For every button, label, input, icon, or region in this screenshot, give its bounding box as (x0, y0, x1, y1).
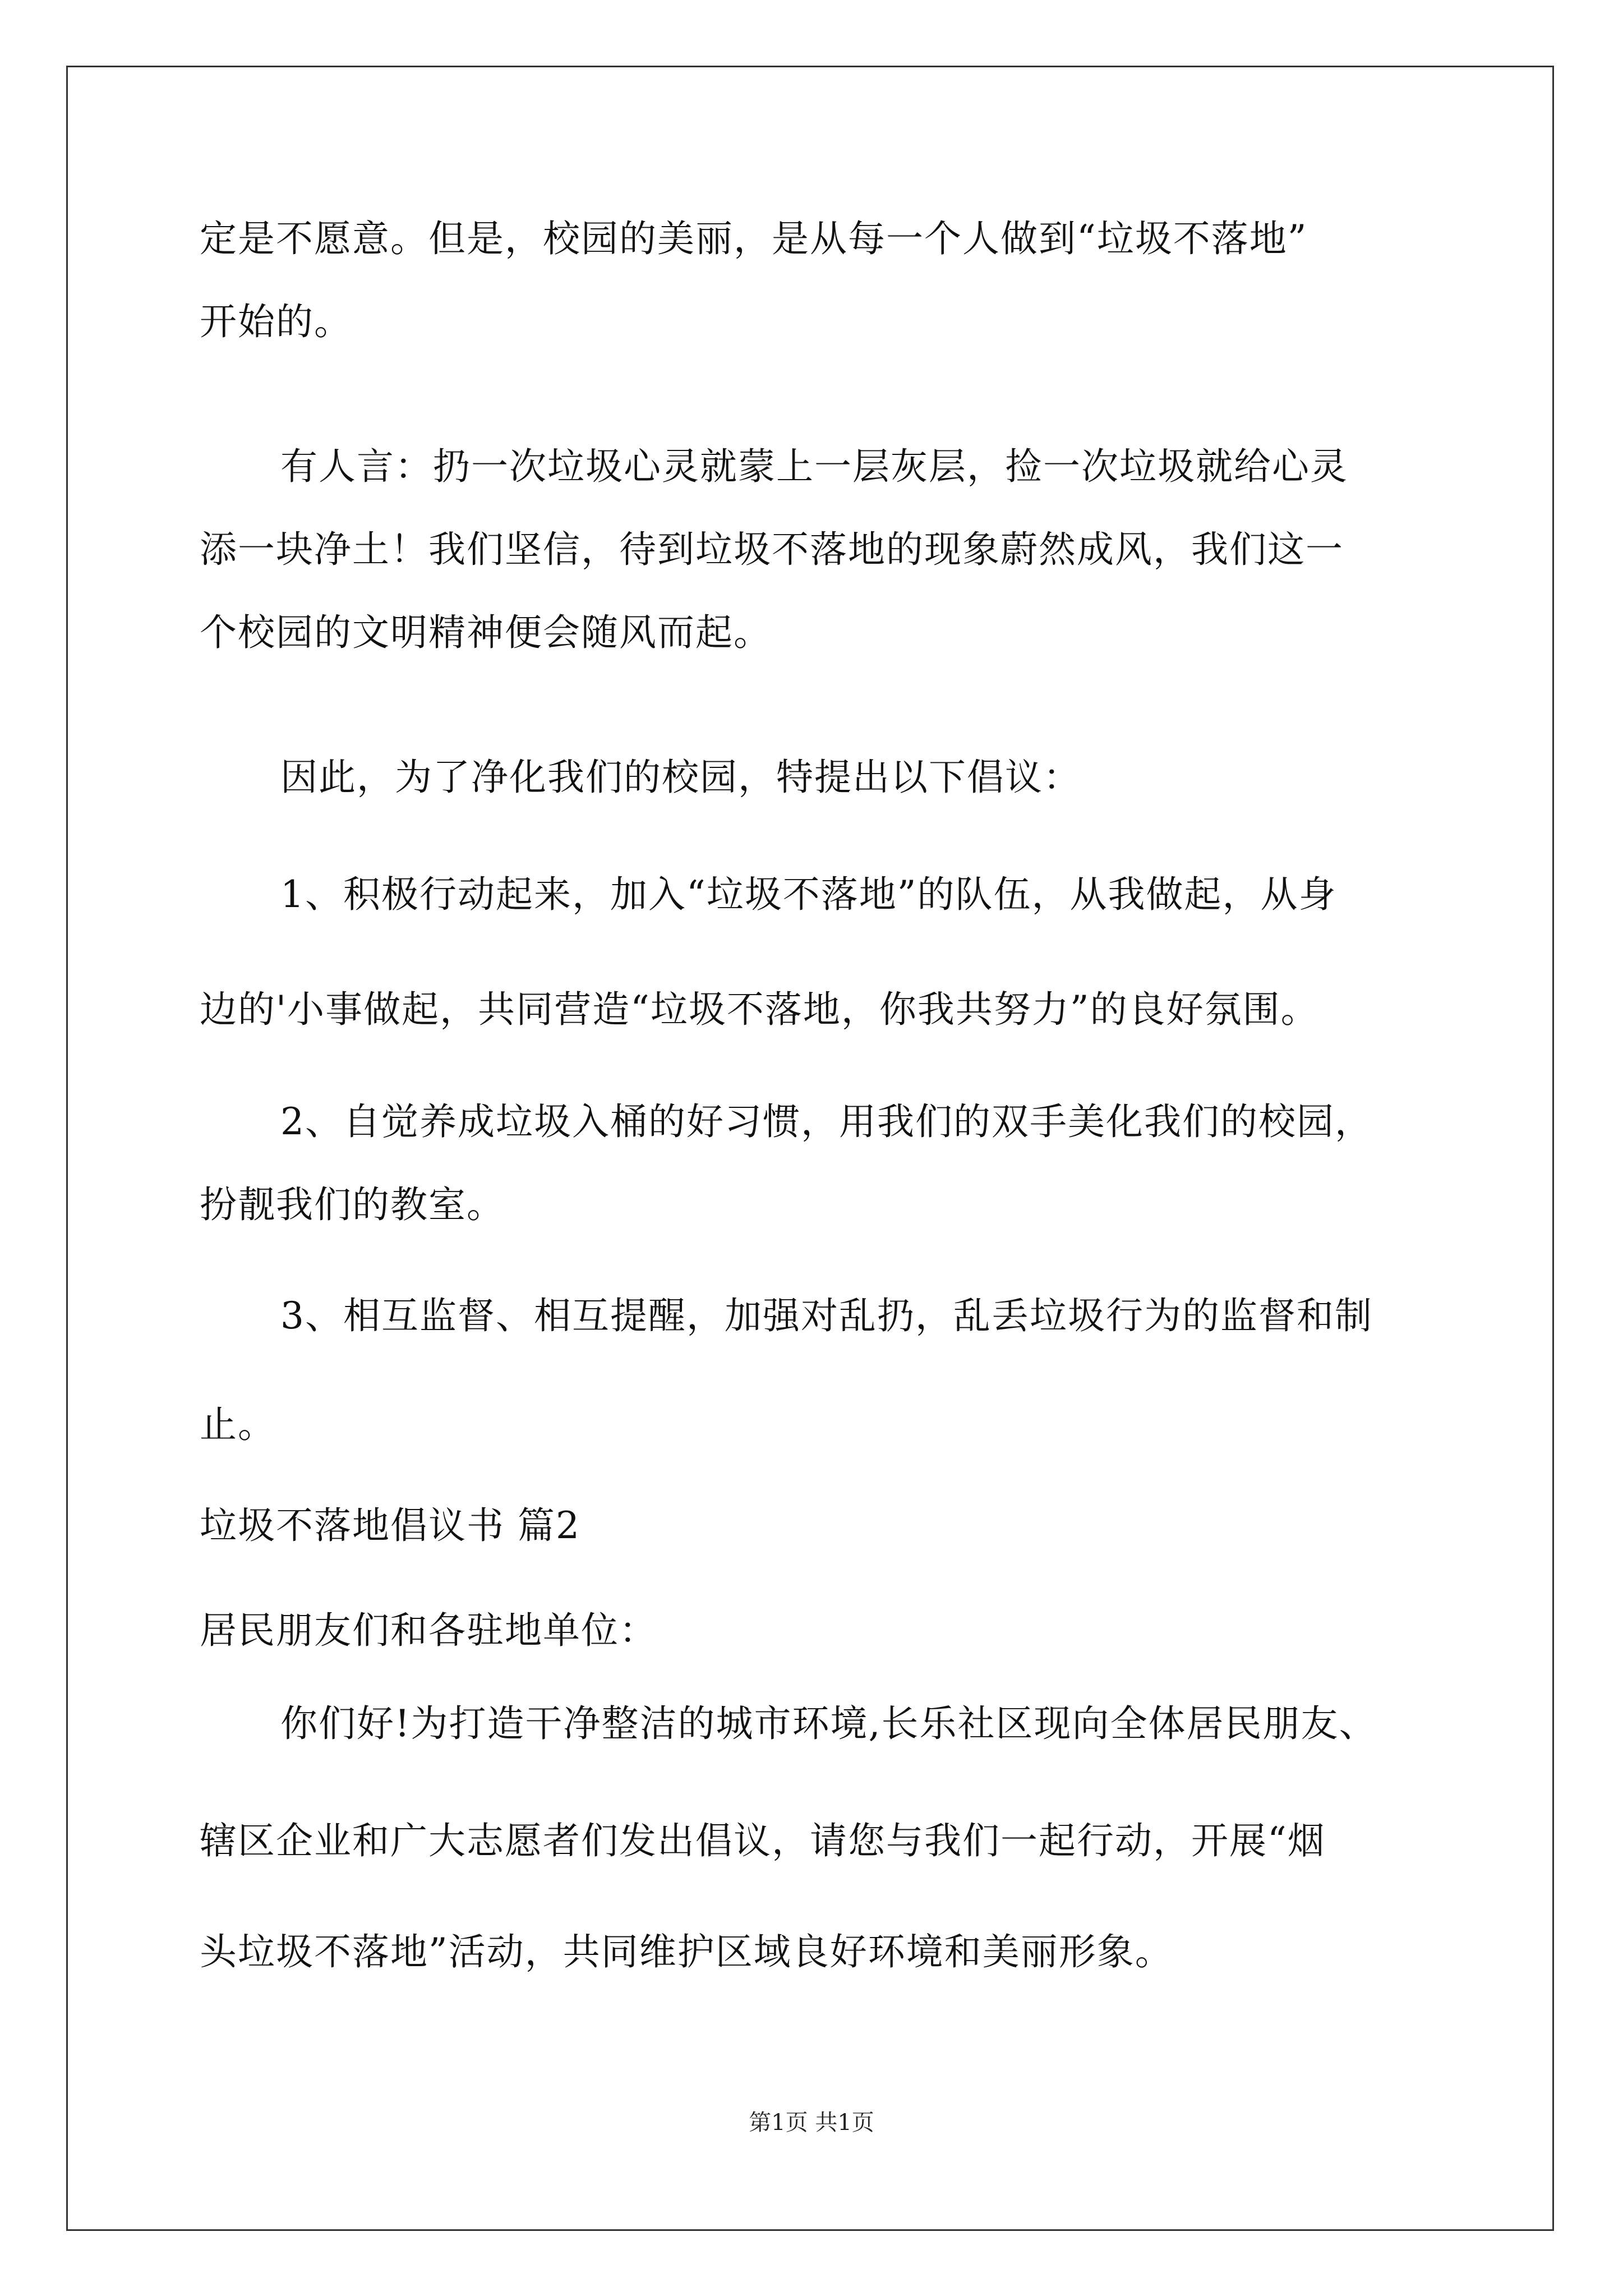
section-heading: 垃圾不落地倡议书 篇2 (200, 1504, 580, 1547)
paragraph-line: 开始的。 (200, 300, 352, 343)
page-border (66, 66, 1554, 2231)
paragraph-line: 辖区企业和广大志愿者们发出倡议，请您与我们一起行动，开展“烟 (200, 1819, 1326, 1862)
paragraph-line: 因此，为了净化我们的校园，特提出以下倡议： (280, 756, 1081, 799)
paragraph-line: 定是不愿意。但是，校园的美丽，是从每一个人做到“垃圾不落地” (200, 217, 1308, 260)
paragraph-line: 头垃圾不落地”活动，共同维护区域良好环境和美丽形象。 (200, 1930, 1173, 1973)
page-footer: 第1页 共1页 (749, 2110, 874, 2136)
paragraph-line: 边的'小事做起，共同营造“垃圾不落地，你我共努力”的良好氛围。 (200, 988, 1319, 1031)
salutation-line: 居民朋友们和各驻地单位： (200, 1609, 657, 1652)
paragraph-line: 2、自觉养成垃圾入桶的好习惯，用我们的双手美化我们的校园， (280, 1100, 1373, 1143)
paragraph-line: 你们好!为打造干净整洁的城市环境,长乐社区现向全体居民朋友、 (280, 1702, 1377, 1745)
paragraph-line: 止。 (200, 1403, 276, 1446)
paragraph-line: 扮靓我们的教室。 (200, 1183, 505, 1226)
paragraph-line: 个校园的文明精神便会随风而起。 (200, 611, 772, 654)
paragraph-line: 有人言：扔一次垃圾心灵就蒙上一层灰层，捡一次垃圾就给心灵 (280, 445, 1348, 488)
paragraph-line: 3、相互监督、相互提醒，加强对乱扔，乱丢垃圾行为的监督和制 (280, 1294, 1373, 1337)
paragraph-line: 添一块净土！我们坚信，待到垃圾不落地的现象蔚然成风，我们这一 (200, 528, 1344, 571)
paragraph-line: 1、积极行动起来，加入“垃圾不落地”的队伍，从我做起，从身 (280, 873, 1337, 916)
